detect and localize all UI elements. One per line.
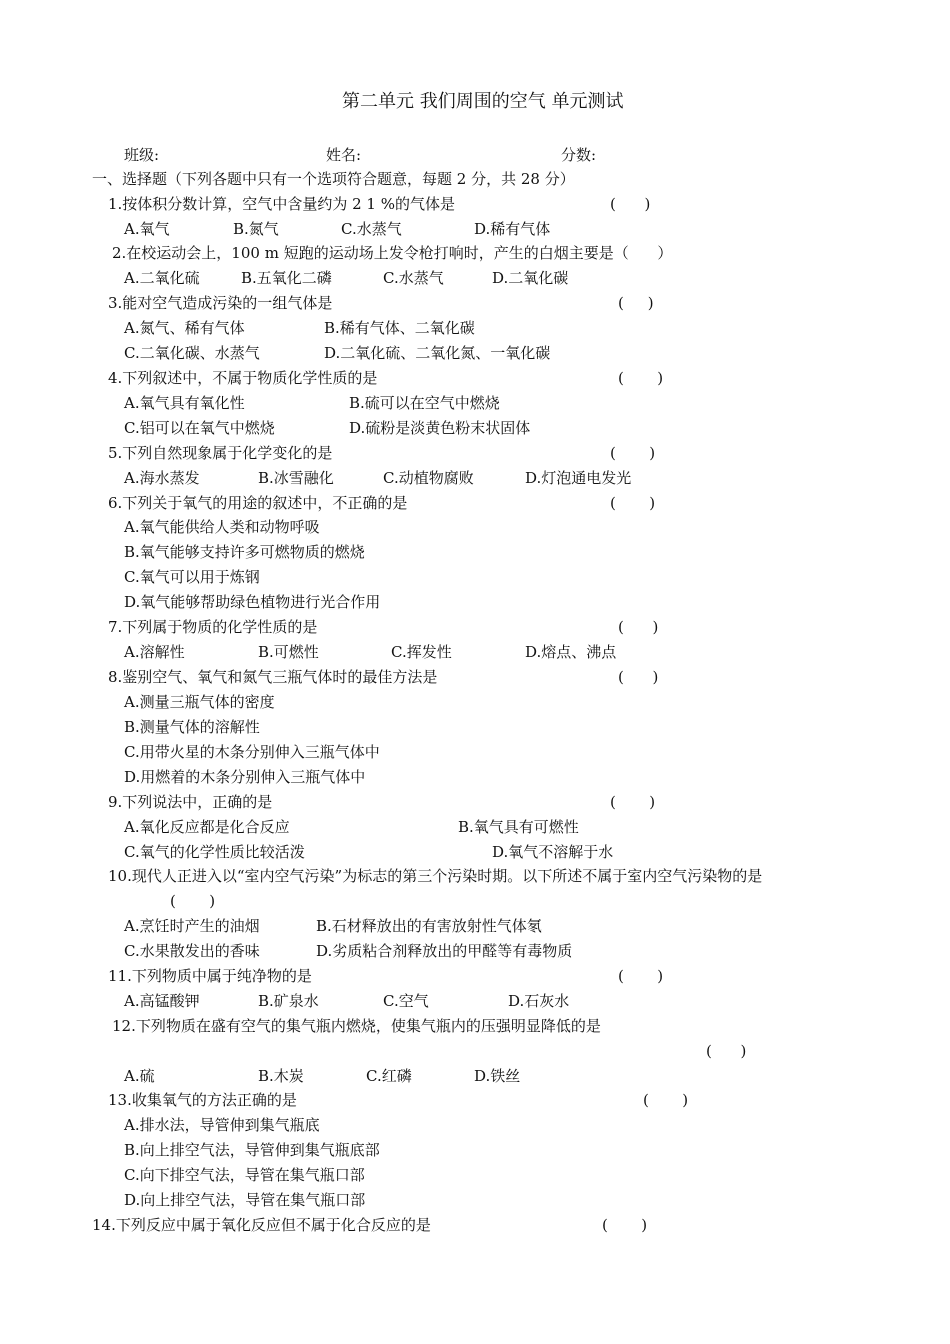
option: D.二氧化硫、二氧化氮、一氧化碳 xyxy=(324,344,551,362)
option: D.二氧化碳 xyxy=(492,269,569,287)
answer-bracket: ( ) xyxy=(610,195,651,213)
option: A.高锰酸钾 xyxy=(124,992,200,1010)
question-stem: 11.下列物质中属于纯净物的是 xyxy=(108,967,312,985)
option: B.稀有气体、二氧化碳 xyxy=(324,319,475,337)
class-label: 班级: xyxy=(124,146,160,164)
option: A.海水蒸发 xyxy=(124,469,200,487)
option: B.向上排空气法，导管伸到集气瓶底部 xyxy=(124,1141,380,1159)
answer-bracket: ( ) xyxy=(610,793,656,811)
option: D.用燃着的木条分别伸入三瓶气体中 xyxy=(124,768,366,786)
answer-bracket: ( ) xyxy=(610,444,656,462)
question-stem: 8.鉴别空气、氧气和氮气三瓶气体时的最佳方法是 xyxy=(108,668,438,686)
option: B.冰雪融化 xyxy=(258,469,334,487)
option: C.空气 xyxy=(383,992,429,1010)
answer-bracket: ( ) xyxy=(170,892,216,910)
option: B.木炭 xyxy=(258,1067,304,1085)
option: C.向下排空气法，导管在集气瓶口部 xyxy=(124,1166,365,1184)
question-stem: 5.下列自然现象属于化学变化的是 xyxy=(108,444,333,462)
answer-bracket: ( ) xyxy=(618,294,654,312)
answer-bracket: ( ) xyxy=(610,494,656,512)
option: C.铝可以在氧气中燃烧 xyxy=(124,419,275,437)
option: A.氮气、稀有气体 xyxy=(124,319,245,337)
option: B.可燃性 xyxy=(258,643,319,661)
option: A.氧气 xyxy=(124,220,170,238)
option: D.灯泡通电发光 xyxy=(525,469,632,487)
option: C.水蒸气 xyxy=(341,220,402,238)
option: C.动植物腐败 xyxy=(383,469,474,487)
option: A.硫 xyxy=(124,1067,155,1085)
answer-bracket: ( ) xyxy=(618,618,659,636)
option: B.氧气具有可燃性 xyxy=(458,818,579,836)
name-label: 姓名: xyxy=(326,146,362,164)
option: C.水果散发出的香味 xyxy=(124,942,260,960)
option: D.向上排空气法，导管在集气瓶口部 xyxy=(124,1191,366,1209)
question-stem: 14.下列反应中属于氧化反应但不属于化合反应的是 xyxy=(92,1216,431,1234)
answer-bracket: ( ) xyxy=(618,967,664,985)
page-title: 第二单元 我们周围的空气 单元测试 xyxy=(342,91,624,112)
section-heading: 一、选择题（下列各题中只有一个选项符合题意，每题 2 分，共 28 分） xyxy=(92,170,575,188)
question-stem: 2.在校运动会上，100 m 短跑的运动场上发令枪打响时，产生的白烟主要是（ ） xyxy=(112,244,673,262)
answer-bracket: ( ) xyxy=(618,668,659,686)
question-stem: 9.下列说法中，正确的是 xyxy=(108,793,273,811)
question-stem: 4.下列叙述中，不属于物质化学性质的是 xyxy=(108,369,378,387)
answer-bracket: ( ) xyxy=(643,1091,689,1109)
option: C.水蒸气 xyxy=(383,269,444,287)
answer-bracket: ( ) xyxy=(602,1216,648,1234)
answer-bracket: ( ) xyxy=(618,369,664,387)
option: C.二氧化碳、水蒸气 xyxy=(124,344,260,362)
option: B.氧气能够支持许多可燃物质的燃烧 xyxy=(124,543,365,561)
question-stem: 12.下列物质在盛有空气的集气瓶内燃烧，使集气瓶内的压强明显降低的是 xyxy=(112,1017,601,1035)
option: B.氮气 xyxy=(233,220,279,238)
option: D.稀有气体 xyxy=(474,220,551,238)
option: D.劣质粘合剂释放出的甲醛等有毒物质 xyxy=(316,942,573,960)
question-stem: 10.现代人正进入以“室内空气污染”为标志的第三个污染时期。以下所述不属于室内空气污染物的是 xyxy=(108,867,763,885)
option: D.铁丝 xyxy=(474,1067,521,1085)
option: A.溶解性 xyxy=(124,643,185,661)
question-stem: 13.收集氧气的方法正确的是 xyxy=(108,1091,297,1109)
question-stem: 7.下列属于物质的化学性质的是 xyxy=(108,618,318,636)
option: B.五氧化二磷 xyxy=(241,269,332,287)
question-stem: 3.能对空气造成污染的一组气体是 xyxy=(108,294,333,312)
option: A.测量三瓶气体的密度 xyxy=(124,693,275,711)
option: D.硫粉是淡黄色粉末状固体 xyxy=(349,419,531,437)
option: B.测量气体的溶解性 xyxy=(124,718,260,736)
option: A.烹饪时产生的油烟 xyxy=(124,917,260,935)
option: D.氧气能够帮助绿色植物进行光合作用 xyxy=(124,593,381,611)
option: C.红磷 xyxy=(366,1067,412,1085)
option: C.用带火星的木条分别伸入三瓶气体中 xyxy=(124,743,380,761)
option: D.氧气不溶解于水 xyxy=(492,843,614,861)
option: B.石材释放出的有害放射性气体氡 xyxy=(316,917,542,935)
option: A.氧化反应都是化合反应 xyxy=(124,818,290,836)
answer-bracket: ( ) xyxy=(706,1042,747,1060)
question-stem: 1.按体积分数计算，空气中含量约为 2 1 %的气体是 xyxy=(108,195,455,213)
option: A.氧气能供给人类和动物呼吸 xyxy=(124,518,320,536)
option: B.矿泉水 xyxy=(258,992,319,1010)
option: C.氧气可以用于炼钢 xyxy=(124,568,260,586)
option: C.挥发性 xyxy=(391,643,452,661)
score-label: 分数: xyxy=(561,146,597,164)
option: A.二氧化硫 xyxy=(124,269,200,287)
option: A.氧气具有氧化性 xyxy=(124,394,245,412)
option: D.熔点、沸点 xyxy=(525,643,617,661)
option: C.氧气的化学性质比较活泼 xyxy=(124,843,305,861)
option: B.硫可以在空气中燃烧 xyxy=(349,394,500,412)
question-stem: 6.下列关于氧气的用途的叙述中，不正确的是 xyxy=(108,494,408,512)
option: A.排水法，导管伸到集气瓶底 xyxy=(124,1116,320,1134)
option: D.石灰水 xyxy=(508,992,570,1010)
